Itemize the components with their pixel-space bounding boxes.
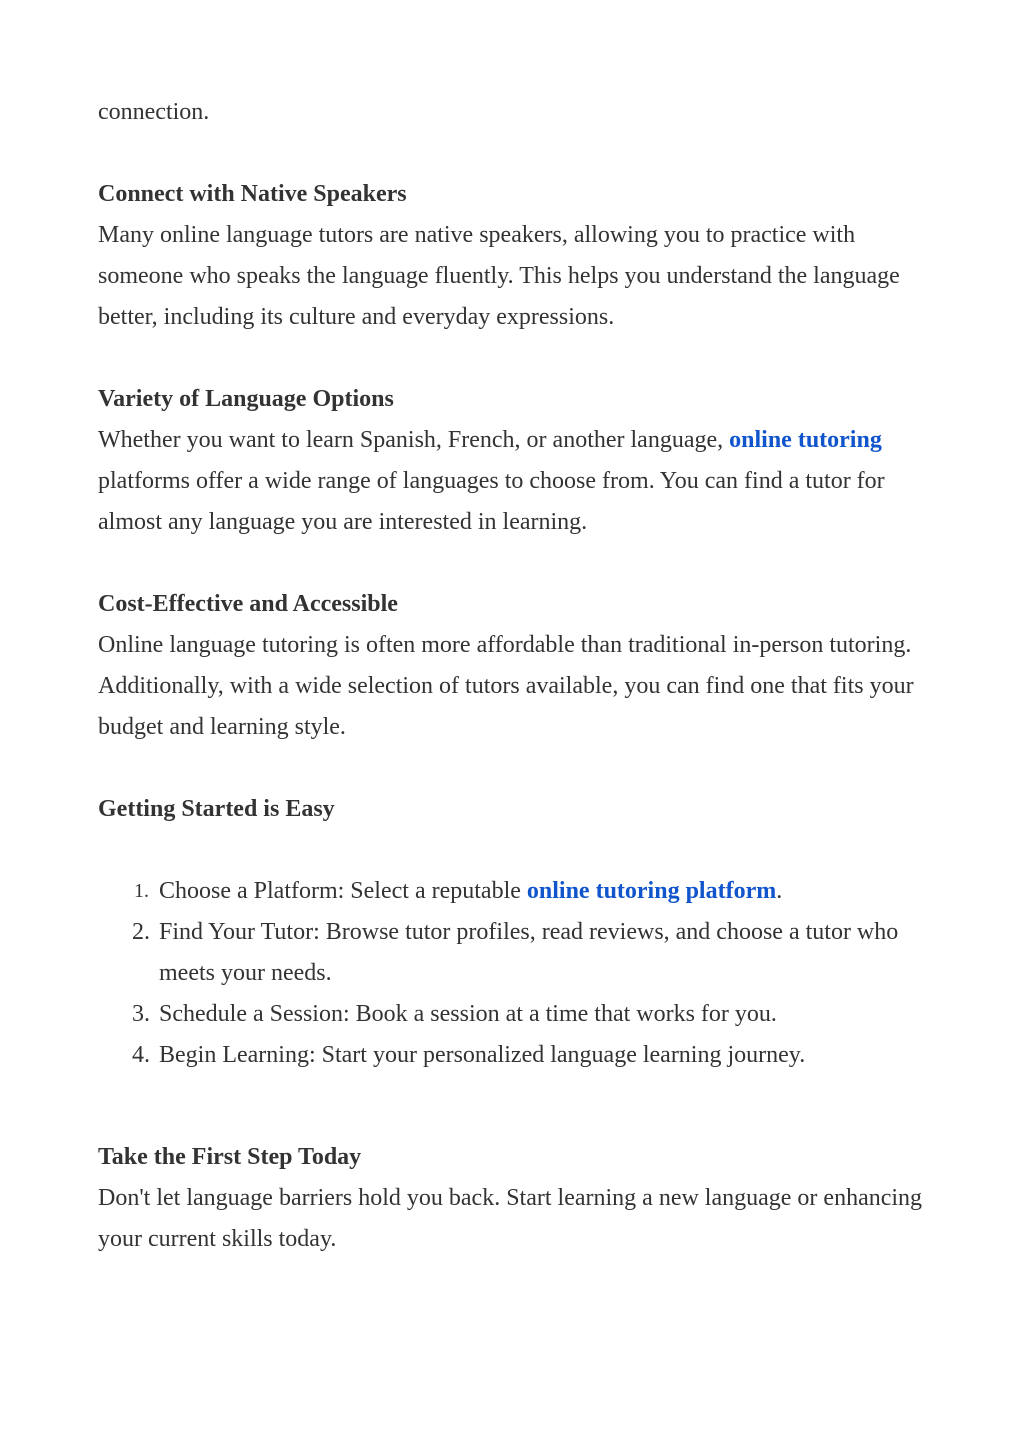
- list-item-number: 3.: [132, 1001, 150, 1027]
- section-heading-first-step: Take the First Step Today: [98, 1144, 362, 1170]
- step-2-text: Find Your Tutor: Browse tutor profiles, read reviews, and choose a tutor who meets your needs.: [159, 919, 899, 986]
- section-body-first-step: Don't let language barriers hold you back. Start learning a new language or enhancing your current skills today.: [98, 1185, 923, 1252]
- list-item: [98, 1035, 928, 1076]
- spacer: [98, 543, 928, 584]
- spacer: [98, 748, 928, 789]
- spacer: [98, 1076, 928, 1137]
- list-item-number: 4.: [132, 1042, 150, 1068]
- section-heading-variety: Variety of Language Options: [98, 386, 394, 412]
- variety-text-before: Whether you want to learn Spanish, French, or another language,: [98, 427, 730, 453]
- variety-text-after: platforms offer a wide range of languages to choose from. You can find a tutor for almost any language you are interested in learning.: [98, 468, 885, 535]
- step-3-text: Schedule a Session: Book a session at a time that works for you.: [159, 1001, 777, 1027]
- list-item-number: 2.: [132, 919, 150, 945]
- spacer: [98, 830, 928, 871]
- online-tutoring-link[interactable]: online tutoring: [729, 427, 882, 453]
- intro-tail-text: connection.: [98, 99, 210, 125]
- section-body-cost: Online language tutoring is often more affordable than traditional in-person tutoring. Additionally, with a wide selection of tutors available, you can find one that fits your budget and learning style.: [98, 632, 914, 740]
- section-heading-getting-started: Getting Started is Easy: [98, 796, 335, 822]
- spacer: [98, 338, 928, 379]
- section-heading-native-speakers: Connect with Native Speakers: [98, 181, 407, 207]
- step-1-text-after: .: [776, 878, 783, 904]
- online-tutoring-platform-link[interactable]: online tutoring platform: [526, 878, 777, 904]
- step-1-text-before: Choose a Platform: Select a reputable: [159, 878, 527, 904]
- section-body-native-speakers: Many online language tutors are native speakers, allowing you to practice with someone who speaks the language fluently. This helps you understand the language better, including its culture and everyday expressions.: [98, 222, 900, 330]
- steps-list: [98, 871, 928, 1076]
- section-body-variety: [98, 420, 928, 543]
- list-item: [98, 994, 928, 1035]
- list-item: [98, 912, 928, 994]
- spacer: [98, 133, 928, 174]
- list-item: [98, 871, 928, 912]
- list-item-number: 1.: [134, 880, 149, 902]
- section-heading-cost: Cost-Effective and Accessible: [98, 591, 398, 617]
- step-4-text: Begin Learning: Start your personalized language learning journey.: [159, 1042, 806, 1068]
- document-page: [98, 92, 928, 1260]
